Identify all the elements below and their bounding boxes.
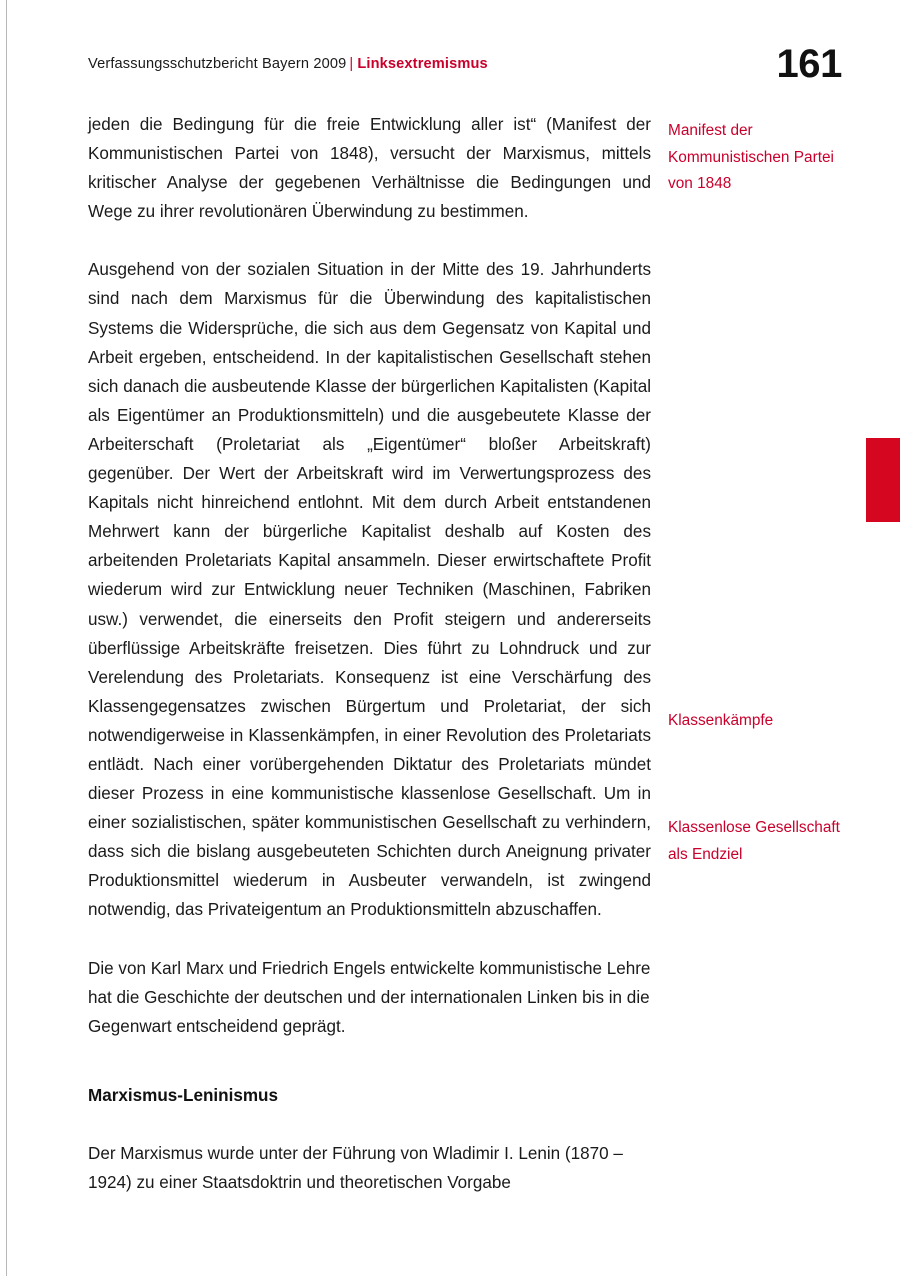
body-paragraph-3: Die von Karl Marx und Friedrich Engels entwickelte kommunistische Lehre hat die Geschichte der deutschen und der internationalen Linken bis in die Gegenwart entscheidend geprägt. xyxy=(88,958,651,1036)
running-head xyxy=(88,54,488,74)
main-text-column xyxy=(88,110,651,1197)
page-number: 161 xyxy=(776,42,842,86)
section-subheading: Marxismus-Leninismus xyxy=(88,1085,278,1105)
running-head-publication: Verfassungsschutzbericht Bayern 2009 xyxy=(88,56,347,72)
running-head-separator: | xyxy=(349,56,354,72)
margin-note-manifest: Manifest der Kommunistischen Partei von 1848 xyxy=(668,122,834,193)
margin-note-klassenlose-gesellschaft: Klassenlose Gesellschaft als Endziel xyxy=(668,819,840,863)
body-paragraph-2: Ausgehend von der sozialen Situation in der Mitte des 19. Jahrhunderts sind nach dem Marxismus für die Überwindung des kapitalistischen Systems die Widersprüche, die sich aus dem Gegensatz von Kapital und Arbeit ergeben, entscheidend. In der kapitalistischen Gesellschaft stehen sich danach die ausbeutende Klasse der bürgerlichen Kapitalisten (Kapital als Eigentümer an Produktionsmitteln) und die ausgebeutete Klasse der Arbeiterschaft (Proletariat als „Eigentümer“ bloßer Arbeitskraft) gegenüber. Der Wert der Arbeitskraft wird im Verwertungsprozess des Kapitals nicht hinreichend entlohnt. Mit dem durch Arbeit entstandenen Mehrwert kann der bürgerliche Kapitalist deshalb auf Kosten des arbeitenden Proletariats Kapital ansammeln. Dieser erwirtschaftete Profit wiederum wird zur Entwicklung neuer Techniken (Maschinen, Fabriken usw.) verwendet, die einerseits den Profit steigern und andererseits überflüssige Arbeitskräfte freisetzen. Dies führt zu Lohndruck und zur Verelendung des Proletariats. Konsequenz ist eine Verschärfung des Klassengegensatzes zwischen Bürgertum und Proletariat, der sich notwendigerweise in Klassenkämpfen, in einer Revolution des Proletariats entlädt. Nach einer vorübergehenden Diktatur des Proletariats mündet dieser Prozess in eine kommunistische klassenlose Gesellschaft. Um in einer sozialistischen, später kommunistischen Gesellschaft zu verhindern, dass sich die bislang ausgebeuteten Schichten durch Aneignung privater Produktionsmittel wiederum in Ausbeuter verwandeln, ist zwingend notwendig, das Privateigentum an Produktionsmitteln abzuschaffen. xyxy=(88,260,651,920)
margin-note-klassenkaempfe: Klassenkämpfe xyxy=(668,712,774,729)
body-paragraph-4: Der Marxismus wurde unter der Führung von Wladimir I. Lenin (1870 – 1924) zu einer Staatsdoktrin und theoretischen Vorgabe xyxy=(88,1143,623,1192)
chapter-color-tab xyxy=(866,438,900,522)
running-head-chapter: Linksextremismus xyxy=(357,56,488,72)
body-paragraph-1: jeden die Bedingung für die freie Entwicklung aller ist“ (Manifest der Kommunistischen Partei von 1848), versucht der Marxismus, mittels kritischer Analyse der gegebenen Verhältnisse die Bedingungen und Wege zu ihrer revolutionären Überwindung zu bestimmen. xyxy=(88,115,651,222)
binding-rule xyxy=(6,0,7,1276)
